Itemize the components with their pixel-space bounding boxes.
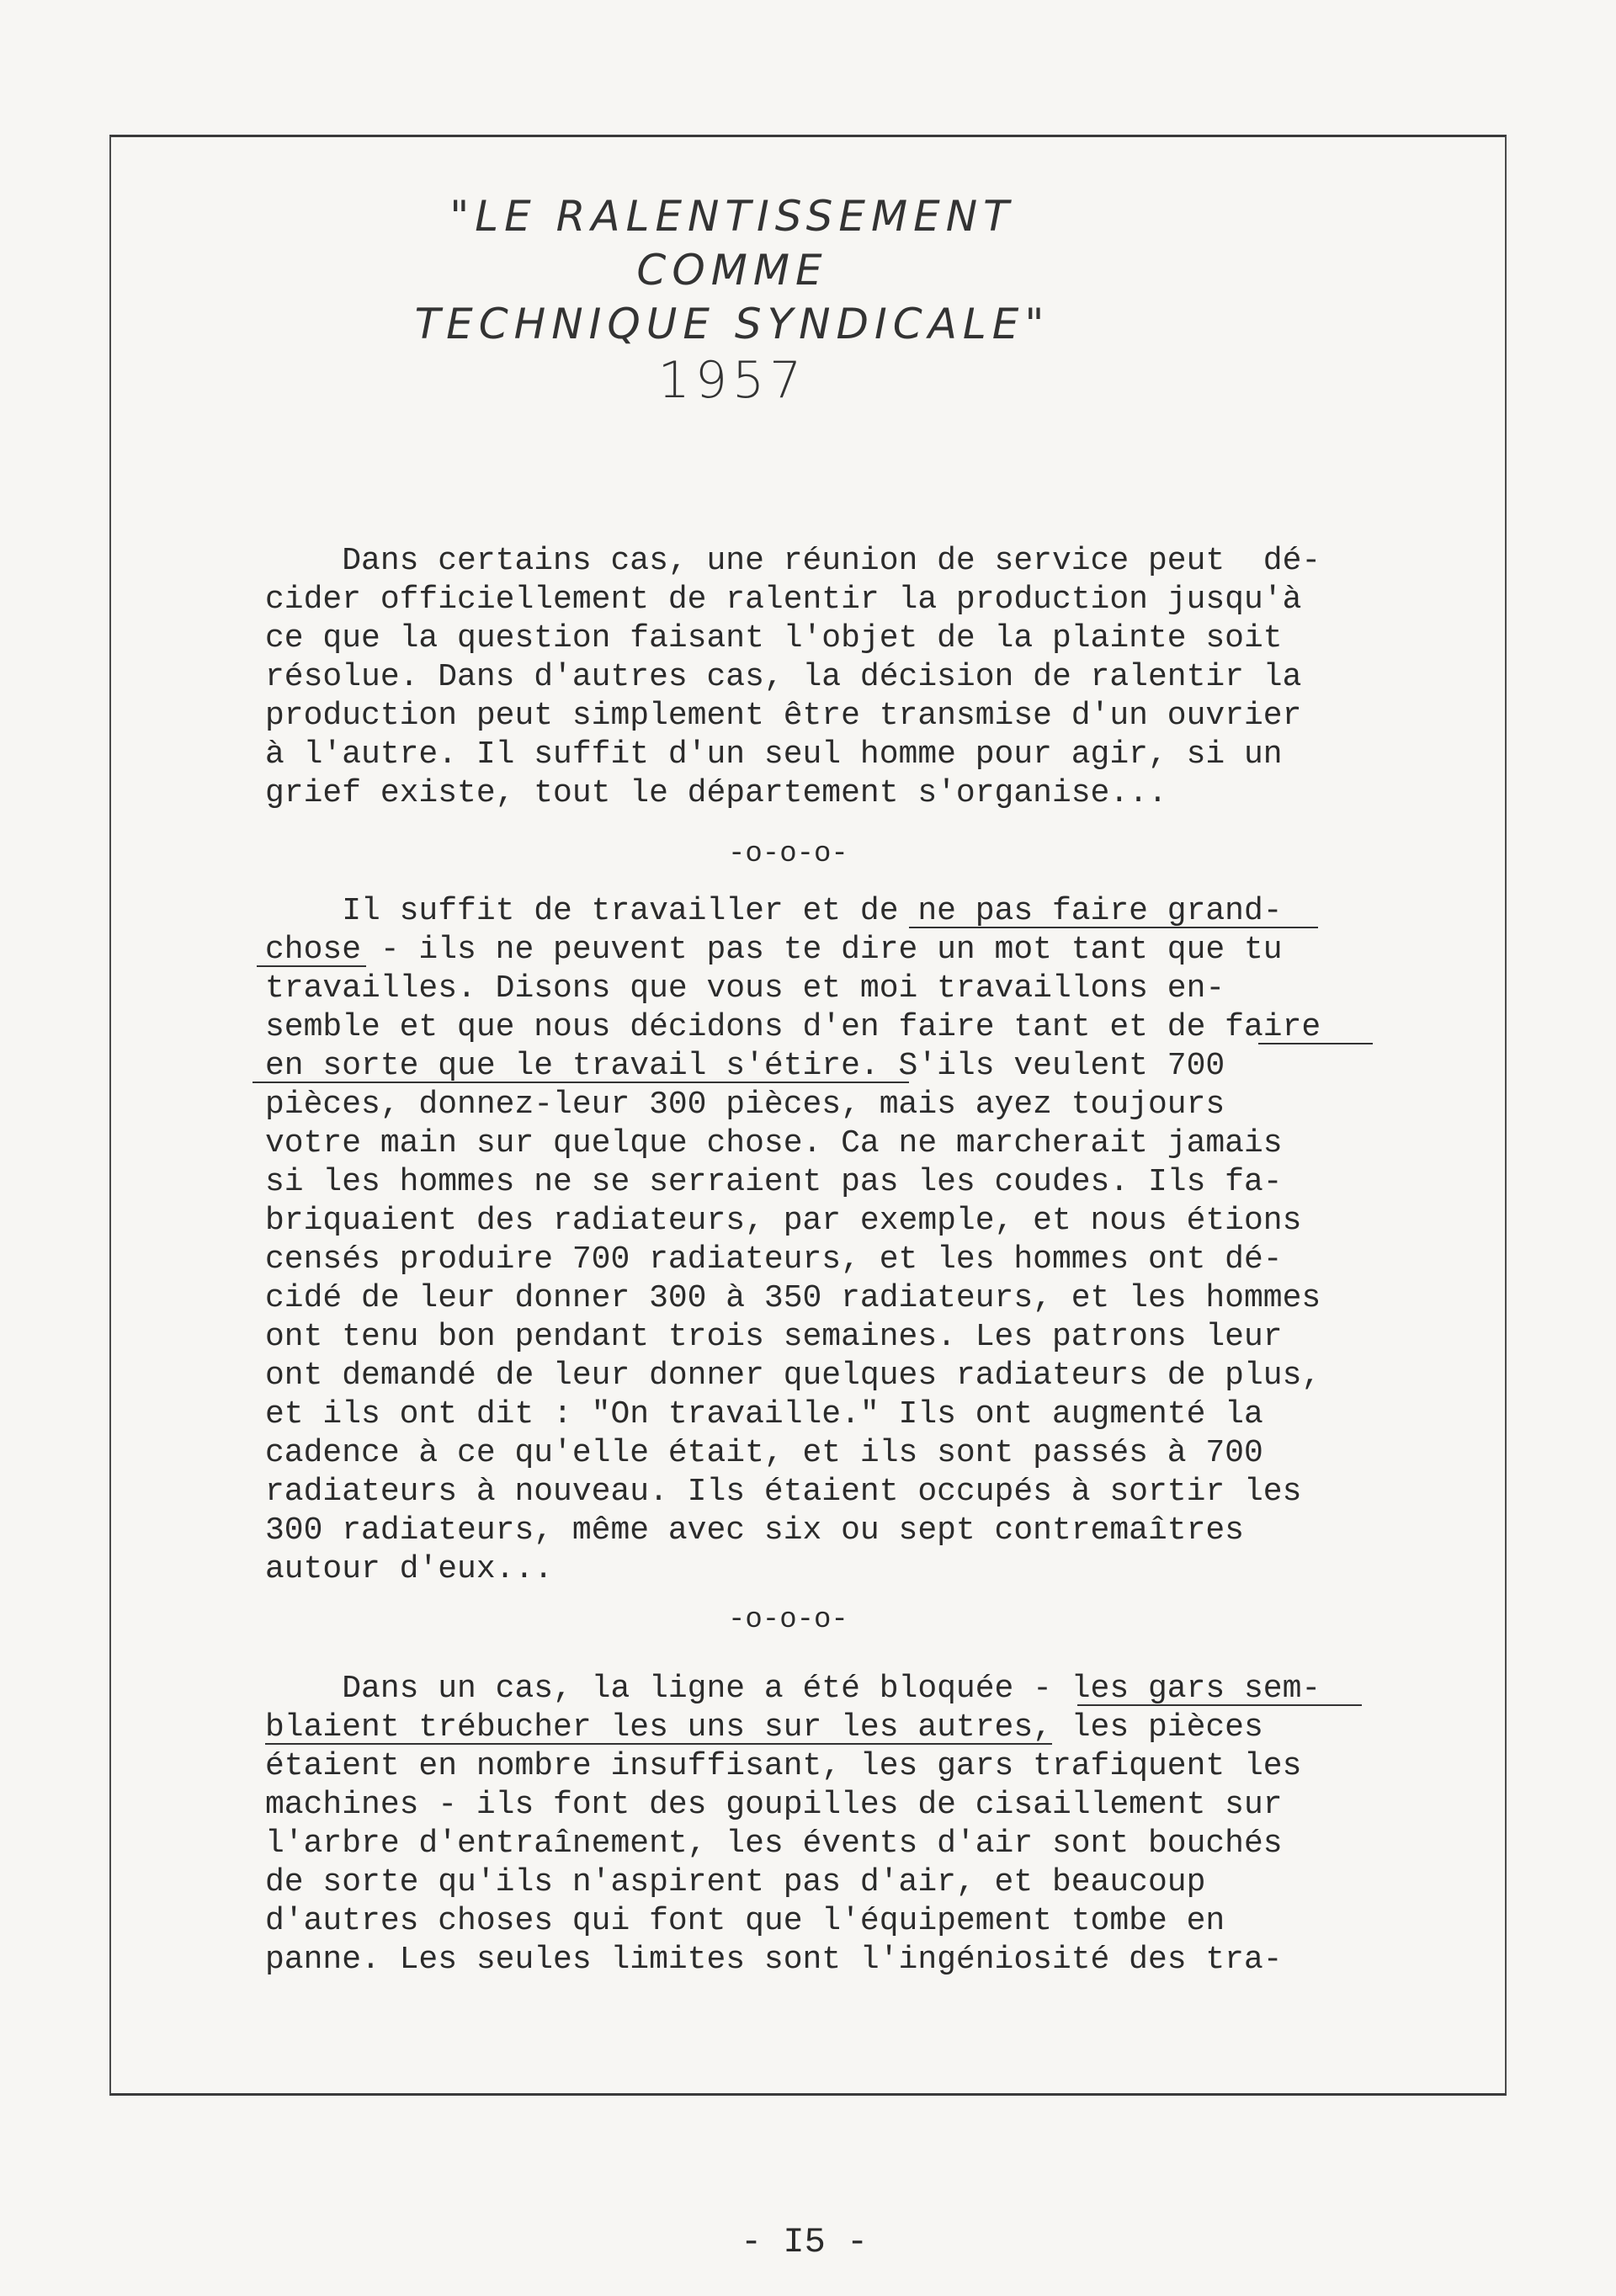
paragraph-2-line: autour d'eux... — [265, 1551, 554, 1587]
paragraph-1-line: cider officiellement de ralentir la production jusqu'à — [265, 582, 1302, 618]
paragraph-1-line: grief existe, tout le département s'organise... — [265, 775, 1167, 811]
paragraph-3-line: panne. Les seules limites sont l'ingéniosité des tra- — [265, 1942, 1283, 1978]
paragraph-1-line: production peut simplement être transmise d'un ouvrier — [265, 698, 1302, 734]
underline-mark — [909, 927, 1318, 928]
paragraph-2-line: ont demandé de leur donner quelques radiateurs de plus, — [265, 1358, 1321, 1394]
paragraph-3-line: d'autres choses qui font que l'équipement tombe en — [265, 1903, 1225, 1939]
underline-mark — [252, 1082, 909, 1083]
paragraph-1-line: ce que la question faisant l'objet de la plainte soit — [265, 620, 1283, 656]
paragraph-3-line: blaient trébucher les uns sur les autres, les pièces — [265, 1709, 1263, 1746]
paragraph-2-line: votre main sur quelque chose. Ca ne marcherait jamais — [265, 1125, 1283, 1161]
title-year: 1957 — [657, 351, 807, 410]
underline-mark — [265, 1743, 1052, 1745]
page-number: - I5 - — [741, 2222, 869, 2262]
paragraph-2-line: et ils ont dit : "On travaille." Ils ont augmenté la — [265, 1396, 1263, 1432]
paragraph-2-line: semble et que nous décidons d'en faire tant et de faire — [265, 1009, 1321, 1045]
paragraph-3-line: l'arbre d'entraînement, les évents d'air sont bouchés — [265, 1826, 1283, 1862]
paragraph-1-line: à l'autre. Il suffit d'un seul homme pour agir, si un — [265, 736, 1283, 773]
paragraph-2-line: cadence à ce qu'elle était, et ils sont passés à 700 — [265, 1435, 1263, 1471]
paragraph-2-line: pièces, donnez-leur 300 pièces, mais ayez toujours — [265, 1087, 1225, 1123]
paragraph-2-line: ont tenu bon pendant trois semaines. Les patrons leur — [265, 1319, 1283, 1355]
paragraph-2-line: chose - ils ne peuvent pas te dire un mot tant que tu — [265, 932, 1283, 968]
title-line-2: COMME — [636, 246, 828, 295]
paragraph-2-line: 300 radiateurs, même avec six ou sept contremaîtres — [265, 1512, 1244, 1549]
title-line-1: "LE RALENTISSEMENT — [449, 192, 1015, 241]
paragraph-2-line: si les hommes ne se serraient pas les coudes. Ils fa- — [265, 1164, 1283, 1200]
paragraph-2-line: Il suffit de travailler et de ne pas faire grand- — [265, 893, 1283, 929]
title-block — [362, 189, 1103, 410]
paragraph-2-line: briquaient des radiateurs, par exemple, et nous étions — [265, 1203, 1302, 1239]
paragraph-2-line: en sorte que le travail s'étire. S'ils veulent 700 — [265, 1048, 1225, 1084]
paragraph-3-line: Dans un cas, la ligne a été bloquée - les gars sem- — [265, 1671, 1321, 1707]
paragraph-1-line: résolue. Dans d'autres cas, la décision de ralentir la — [265, 659, 1302, 695]
paragraph-2-line: radiateurs à nouveau. Ils étaient occupés à sortir les — [265, 1474, 1302, 1510]
paragraph-3-line: étaient en nombre insuffisant, les gars trafiquent les — [265, 1748, 1302, 1784]
title-line-3: TECHNIQUE SYNDICALE" — [414, 300, 1050, 348]
underline-mark — [1258, 1043, 1373, 1044]
separator: -o-o-o- — [728, 838, 848, 870]
paragraph-1-line: Dans certains cas, une réunion de service peut dé- — [265, 543, 1321, 579]
underline-mark — [1077, 1704, 1362, 1706]
paragraph-2-line: cidé de leur donner 300 à 350 radiateurs, et les hommes — [265, 1280, 1321, 1316]
paragraph-3-line: machines - ils font des goupilles de cisaillement sur — [265, 1787, 1283, 1823]
paragraph-3-line: de sorte qu'ils n'aspirent pas d'air, et beaucoup — [265, 1864, 1206, 1900]
paragraph-2-line: travailles. Disons que vous et moi travaillons en- — [265, 970, 1225, 1007]
underline-mark — [257, 965, 366, 967]
separator: -o-o-o- — [728, 1604, 848, 1636]
paragraph-2-line: censés produire 700 radiateurs, et les hommes ont dé- — [265, 1241, 1283, 1278]
